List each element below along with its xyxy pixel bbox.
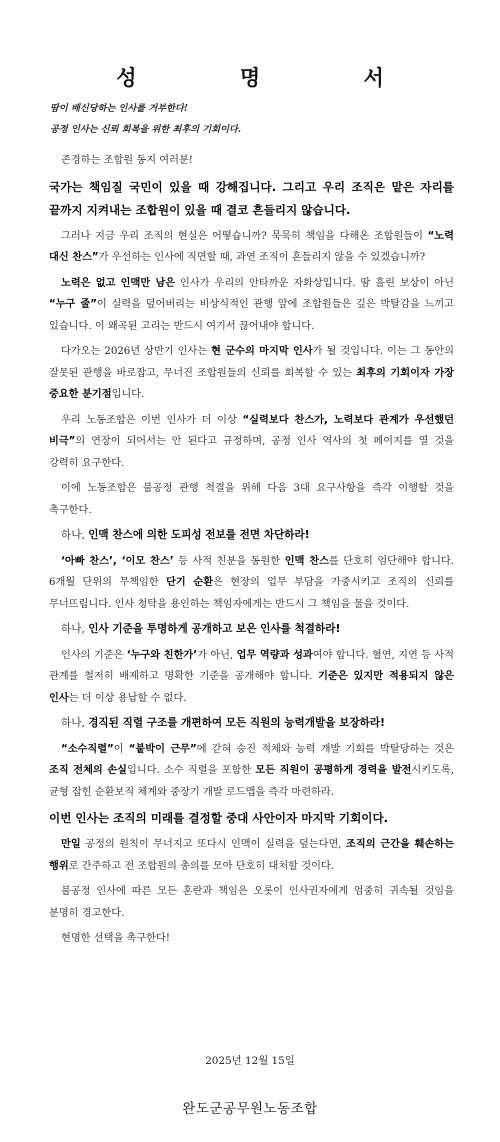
emphasis-text: “붙박이 근무” (128, 743, 197, 755)
statement-paragraph (49, 645, 454, 710)
paragraph-text: 의 연장이 되어서는 안 된다고 규정하며, 공정 인사 역사의 첫 페이지를 열 것을 강력히 요구한다. (49, 436, 454, 469)
emphasis-text: 인맥 찬스 (284, 555, 329, 567)
paragraph-text: 에 갇혀 승진 적체와 능력 개발 기회를 박탈당하는 것은 (196, 743, 454, 755)
statement-paragraph (49, 739, 454, 804)
statement-date: 2025년 12월 15일 (205, 1055, 295, 1067)
emphasis-text: 현 군수의 마지막 인사 (211, 346, 313, 357)
paragraph-text: 그러나 지금 우리 조직의 현실은 어떻습니까? 묵묵히 책임을 다해온 조합원들이 (61, 230, 428, 242)
paragraph-text: 입니다. 소수 직렬을 포함한 (126, 765, 256, 776)
emphasis-text: “소수직렬” (61, 743, 114, 755)
statement-paragraph (49, 928, 454, 950)
emphasis-text: 경직된 직렬 구조를 개편하여 모든 직원의 능력개발을 보장하라! (88, 717, 385, 729)
paragraph-text: 로 간주하고 전 조합원의 총의를 모아 단호히 대처할 것이다. (68, 860, 335, 872)
emphasis-text: 국가는 책임질 국민이 있을 때 강해집니다. 그리고 우리 조직은 맡은 자리를 끝까지 지켜내는 조합원이 있을 때 결코 흔들리지 않습니다. (49, 179, 454, 217)
emphasis-text: 조직 전체의 손실 (49, 765, 127, 776)
paragraph-text: 이에 노동조합은 불공정 관행 척결을 위해 다음 3대 요구사항을 즉각 이행할 것을 촉구한다. (49, 483, 454, 516)
emphasis-text: 인맥 찬스에 의한 도피성 전보를 전면 차단하라! (88, 529, 310, 541)
paragraph-text: 공정의 원칙이 무너지고 또다시 인맥이 실력을 덮는다면, (80, 839, 347, 850)
paragraph-text: 하나, (61, 529, 89, 541)
subtitle-line-1: 땀이 배신당하는 인사를 거부한다! (50, 103, 188, 114)
paragraph-text: 시키도록, 균형 잡힌 순환보직 체계와 중장기 개발 로드맵을 즉각 마련하라. (49, 765, 454, 798)
paragraph-text: 존경하는 조합원 동지 여러분! (61, 155, 193, 166)
organization-name: 완도군공무원노동조합 (182, 1101, 318, 1117)
statement-paragraph (49, 478, 454, 521)
emphasis-text: “누구 줄” (49, 299, 97, 310)
statement-paragraph (49, 226, 454, 269)
paragraph-text: 현명한 선택을 촉구한다! (61, 933, 170, 944)
statement-paragraph (49, 176, 454, 222)
statement-paragraph (49, 525, 454, 547)
emphasis-text: “실력보다 찬스가, 노력보다 관계가 우선했던 비극” (49, 414, 454, 447)
paragraph-text: 하나, (61, 623, 89, 635)
paragraph-text: 이 실력을 덮어버리는 비상식적인 관행 앞에 조합원들은 깊은 박탈감을 느끼고 있습니다. 이 왜곡된 고리는 반드시 여기서 끊어내야 합니다. (49, 299, 455, 332)
statement-paragraph (49, 410, 454, 475)
subtitle-line-2: 공정 인사는 신뢰 회복을 위한 최후의 기회이다. (50, 124, 242, 135)
paragraph-text: 인사가 우리의 안타까운 자화상입니다. 땀 흘린 보상이 아닌 (175, 277, 454, 289)
emphasis-text: “노력 대신 찬스” (49, 230, 454, 263)
paragraph-text: 우리 노동조합은 이번 인사가 더 이상 (61, 414, 243, 426)
paragraph-text: 가 아닌, (197, 649, 237, 661)
paragraph-text: 인사의 기준은 (61, 649, 127, 661)
emphasis-text: 기준은 있지만 적용되지 않은 인사 (49, 671, 454, 704)
statement-paragraph (49, 150, 454, 172)
emphasis-text: 업무 역량과 성과 (236, 649, 313, 661)
emphasis-text: 이번 인사는 조직의 미래를 결정할 중대 사안이자 마지막 기회이다. (49, 811, 389, 825)
emphasis-text: 노력은 없고 인맥만 남은 (61, 277, 176, 289)
paragraph-text: 은 현장의 업무 부담을 가중시키고 조직의 신뢰를 무너뜨립니다. 인사 청탁을 용인하는 책임자에게는 반드시 그 책임을 물을 것이다. (49, 577, 454, 610)
emphasis-text: 조직의 근간을 훼손하는 행위 (49, 839, 454, 872)
paragraph-text: 입니다. (111, 389, 145, 400)
emphasis-text: ‘아빠 찬스’, ‘이모 찬스’ (61, 555, 174, 567)
paragraph-text: 불공정 인사에 따른 모든 혼란과 책임은 오롯이 인사권자에게 엄중히 귀속될 것임을 분명히 경고한다. (49, 886, 454, 919)
emphasis-text: 만일 (61, 839, 81, 850)
paragraph-text: 다가오는 2026년 상반기 인사는 (61, 346, 212, 357)
statement-paragraph (49, 881, 454, 924)
emphasis-text: ‘누구와 친한가’ (126, 649, 198, 661)
statement-paragraph (49, 807, 454, 830)
paragraph-text: 는 더 이상 용납할 수 없다. (68, 692, 187, 704)
statement-paragraph (49, 341, 454, 406)
statement-paragraph (49, 619, 454, 641)
statement-body (49, 150, 454, 954)
document-title: 성 명 서 (116, 66, 432, 90)
statement-paragraph (49, 713, 454, 735)
paragraph-text: 여야 합니다. 혈연, 지연 등 사적 관계를 철저히 배제하고 명확한 기준을 공개해야 합니다. (49, 649, 454, 682)
paragraph-text: 하나, (61, 717, 89, 729)
statement-paragraph (49, 273, 454, 338)
statement-paragraph (49, 834, 454, 877)
emphasis-text: 최후의 기회이자 가장 중요한 분기점 (49, 367, 455, 400)
paragraph-text: 가 될 것입니다. 이는 그 동안의 잘못된 관행을 바로잡고, 무너진 조합원들의 신뢰를 회복할 수 있는 (49, 346, 454, 379)
paragraph-text: 이 (113, 743, 129, 755)
emphasis-text: 모든 직원이 공평하게 경력을 발전 (255, 765, 412, 776)
paragraph-text: 를 단호히 엄단해야 합니다. 6개월 단위의 무책임한 (49, 555, 454, 588)
emphasis-text: 인사 기준을 투명하게 공개하고 보은 인사를 척결하라! (88, 623, 341, 635)
emphasis-text: 단기 순환 (166, 577, 214, 588)
statement-paragraph (49, 551, 454, 616)
paragraph-text: 등 사적 친분을 동원한 (173, 555, 285, 567)
paragraph-text: 가 우선하는 인사에 직면할 때, 과연 조직이 흔들리지 않을 수 있겠습니까? (98, 252, 426, 263)
